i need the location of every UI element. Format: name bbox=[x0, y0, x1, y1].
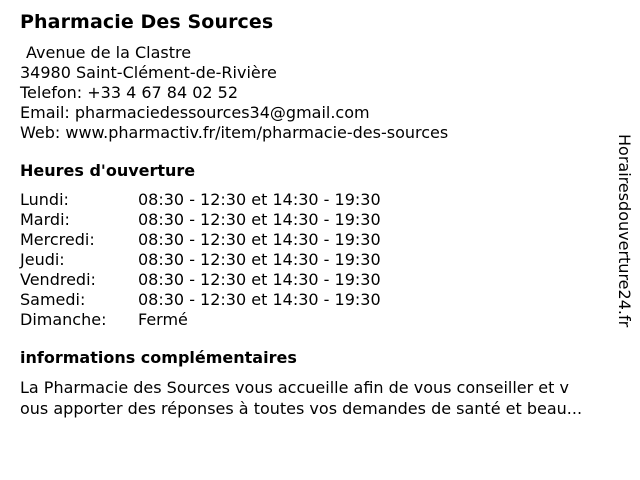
hours-time: 08:30 - 12:30 et 14:30 - 19:30 bbox=[138, 250, 381, 269]
hours-day: Mardi: bbox=[20, 210, 70, 229]
hours-time: 08:30 - 12:30 et 14:30 - 19:30 bbox=[138, 190, 381, 209]
watermark-site-name: Horairesdouverture24.fr bbox=[615, 134, 634, 328]
hours-time: 08:30 - 12:30 et 14:30 - 19:30 bbox=[138, 270, 381, 289]
additional-info-text bbox=[20, 377, 632, 419]
hours-day: Vendredi: bbox=[20, 270, 96, 289]
hours-row-thursday bbox=[20, 250, 620, 270]
email-line: Email: pharmaciedessources34@gmail.com bbox=[20, 103, 370, 122]
address-street: Avenue de la Clastre bbox=[26, 43, 192, 62]
hours-row-wednesday bbox=[20, 230, 620, 250]
hours-time: 08:30 - 12:30 et 14:30 - 19:30 bbox=[138, 210, 381, 229]
hours-row-sunday bbox=[20, 310, 620, 330]
hours-day: Jeudi: bbox=[20, 250, 65, 269]
pharmacy-name: Pharmacie Des Sources bbox=[20, 11, 274, 33]
info-line: La Pharmacie des Sources vous accueille afin de vous conseiller et v bbox=[20, 378, 569, 397]
hours-row-saturday bbox=[20, 290, 620, 310]
phone-line: Telefon: +33 4 67 84 02 52 bbox=[20, 83, 239, 102]
hours-time: 08:30 - 12:30 et 14:30 - 19:30 bbox=[138, 290, 381, 309]
hours-day: Lundi: bbox=[20, 190, 69, 209]
hours-day: Dimanche: bbox=[20, 310, 107, 329]
address-city: 34980 Saint-Clément-de-Rivière bbox=[20, 63, 277, 82]
hours-row-monday bbox=[20, 190, 620, 210]
web-line: Web: www.pharmactiv.fr/item/pharmacie-des-sources bbox=[20, 123, 449, 142]
hours-time: Fermé bbox=[138, 310, 188, 329]
opening-hours-list bbox=[20, 190, 620, 330]
hours-time: 08:30 - 12:30 et 14:30 - 19:30 bbox=[138, 230, 381, 249]
additional-info-title: informations complémentaires bbox=[20, 348, 297, 367]
hours-day: Mercredi: bbox=[20, 230, 95, 249]
pharmacy-card bbox=[20, 10, 620, 419]
opening-hours-title: Heures d'ouverture bbox=[20, 161, 196, 180]
hours-row-friday bbox=[20, 270, 620, 290]
hours-row-tuesday bbox=[20, 210, 620, 230]
info-line: ous apporter des réponses à toutes vos demandes de santé et beau... bbox=[20, 399, 583, 418]
hours-day: Samedi: bbox=[20, 290, 86, 309]
